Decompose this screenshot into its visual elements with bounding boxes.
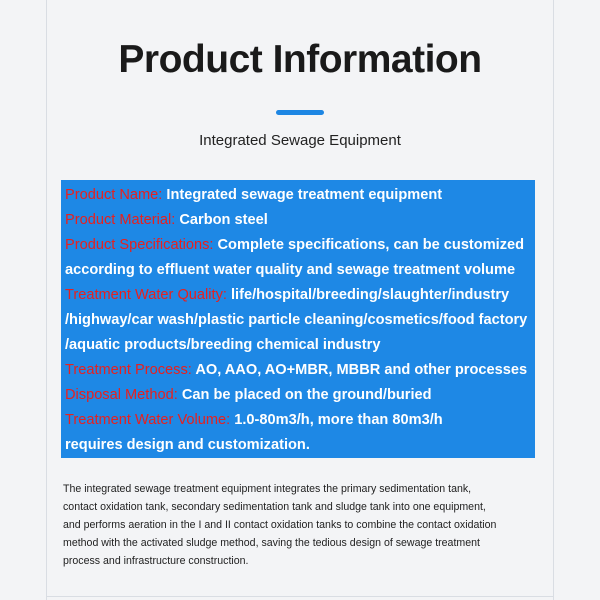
description-line: method with the activated sludge method, saving the tedious design of sewage treatment [63, 537, 480, 549]
spec-value: Integrated sewage treatment equipment [166, 187, 443, 203]
spec-row-volume [65, 408, 535, 433]
frame-border-left [46, 0, 47, 600]
spec-label: Treatment Water Volume: [65, 412, 231, 428]
spec-row-specifications [65, 233, 535, 258]
spec-row-disposal [65, 383, 535, 408]
description-line: The integrated sewage treatment equipment integrates the primary sedimentation tank, [63, 483, 472, 495]
spec-value: 1.0-80m3/h, more than 80m3/h [234, 412, 443, 428]
spec-label: Product Specifications: [65, 237, 214, 253]
page-title: Product Information [118, 38, 482, 81]
page-subtitle: Integrated Sewage Equipment [199, 132, 401, 149]
spec-value: AO, AAO, AO+MBR, MBBR and other processes [195, 362, 528, 378]
title-accent-bar [276, 110, 324, 115]
spec-row-material [65, 208, 535, 233]
spec-value: life/hospital/breeding/slaughter/industry [231, 287, 510, 303]
spec-label: Product Name: [65, 187, 163, 203]
description-paragraph [63, 480, 537, 570]
spec-value: according to effluent water quality and sewage treatment volume [65, 262, 516, 278]
spec-value: Complete specifications, can be customized [217, 237, 525, 253]
description-line: process and infrastructure construction. [63, 555, 249, 567]
frame-border-right [553, 0, 554, 600]
spec-panel [61, 180, 535, 458]
spec-row-water-quality-cont-2 [65, 333, 535, 358]
spec-row-water-quality [65, 283, 535, 308]
spec-label: Treatment Process: [65, 362, 192, 378]
frame-border-bottom [46, 596, 554, 597]
spec-value: /aquatic products/breeding chemical industry [65, 337, 381, 353]
spec-value: /highway/car wash/plastic particle cleaning/cosmetics/food factory [65, 312, 528, 328]
spec-row-water-quality-cont-1 [65, 308, 535, 333]
spec-label: Disposal Method: [65, 387, 178, 403]
spec-value: Carbon steel [179, 212, 268, 228]
spec-row-volume-cont [65, 433, 535, 458]
description-line: and performs aeration in the I and II contact oxidation tanks to combine the contact oxidation [63, 519, 497, 531]
description-line: contact oxidation tank, secondary sedimentation tank and sludge tank into one equipment, [63, 501, 486, 513]
spec-label: Product Material: [65, 212, 176, 228]
spec-label: Treatment Water Quality: [65, 287, 227, 303]
spec-value: Can be placed on the ground/buried [181, 387, 432, 403]
spec-value: requires design and customization. [65, 437, 310, 453]
spec-row-product-name [65, 183, 535, 208]
spec-row-specifications-cont [65, 258, 535, 283]
spec-row-process [65, 358, 535, 383]
